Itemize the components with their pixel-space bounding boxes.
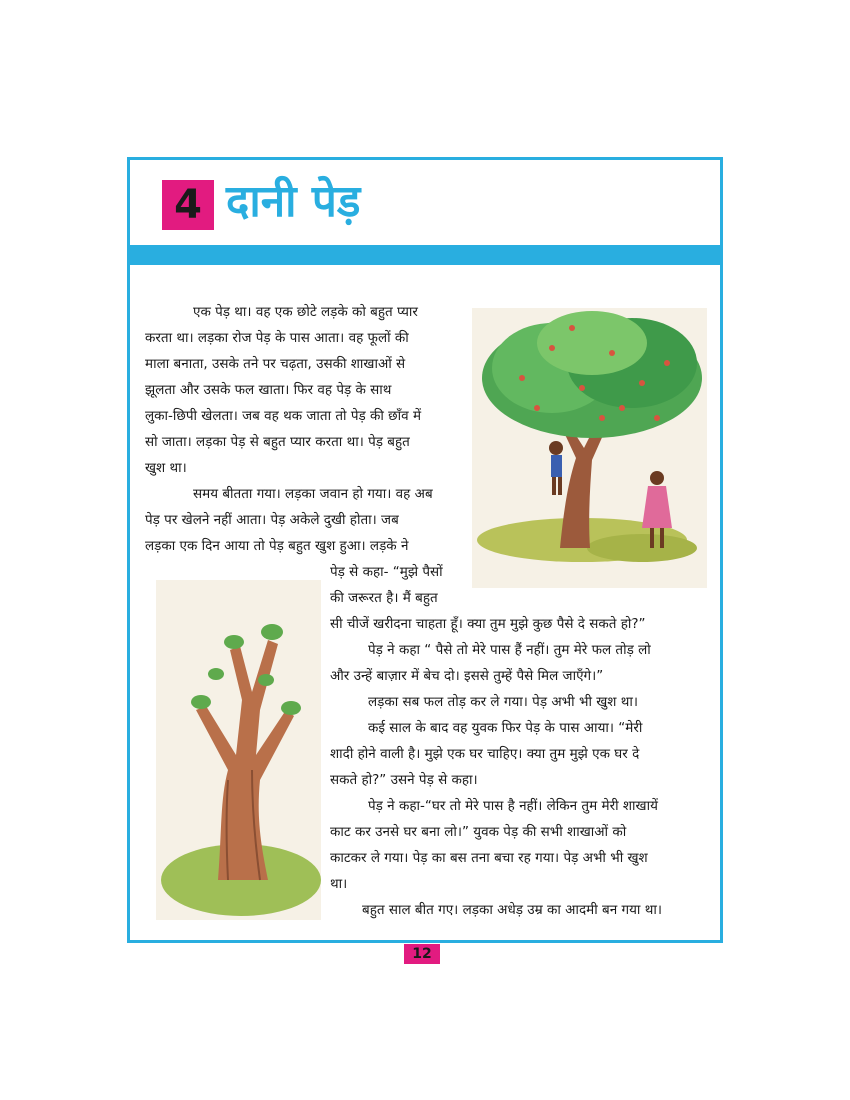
text-line: सकते हो?” उसने पेड़ से कहा। — [330, 772, 478, 788]
text-line: की जरूरत है। मैं बहुत — [330, 590, 438, 606]
text-line: काट कर उनसे घर बना लो।” युवक पेड़ की सभी शाखाओं को — [330, 824, 627, 840]
title-band — [130, 245, 720, 265]
text-line: करता था। लड़का रोज पेड़ के पास आता। वह फूलों की — [145, 330, 409, 346]
text-line: लड़का सब फल तोड़ कर ले गया। पेड़ अभी भी खुश था। — [368, 694, 638, 710]
text-line: कई साल के बाद वह युवक फिर पेड़ के पास आया। “मेरी — [368, 720, 643, 736]
text-line: बहुत साल बीत गए। लड़का अधेड़ उम्र का आदमी बन गया था। — [362, 902, 662, 918]
text-line: था। — [330, 876, 348, 892]
text-line: शादी होने वाली है। मुझे एक घर चाहिए। क्या तुम मुझे एक घर दे — [330, 746, 640, 762]
text-line: लुका-छिपी खेलता। जब वह थक जाता तो पेड़ की छाँव में — [145, 408, 422, 424]
text-line: पेड़ ने कहा-“घर तो मेरे पास है नहीं। लेकिन तुम मेरी शाखायें — [368, 798, 658, 814]
tree-with-children-illustration — [472, 308, 707, 588]
text-line: एक पेड़ था। वह एक छोटे लड़के को बहुत प्यार — [193, 304, 418, 320]
page-number: 12 — [404, 944, 440, 964]
text-line: माला बनाता, उसके तने पर चढ़ता, उसकी शाखाओं से — [145, 356, 406, 372]
bare-tree-illustration — [156, 580, 321, 920]
text-line: काटकर ले गया। पेड़ का बस तना बचा रह गया। पेड़ अभी भी खुश — [330, 850, 648, 866]
text-line: पेड़ से कहा- “मुझे पैसों — [330, 564, 443, 580]
text-line: समय बीतता गया। लड़का जवान हो गया। वह अब — [193, 486, 433, 502]
text-line: लड़का एक दिन आया तो पेड़ बहुत खुश हुआ। लड़के ने — [145, 538, 409, 554]
text-line: खुश था। — [145, 460, 187, 476]
chapter-number: 4 — [162, 180, 214, 230]
text-line: सी चीजें खरीदना चाहता हूँ। क्या तुम मुझे कुछ पैसे दे सकते हो?” — [330, 616, 646, 632]
text-line: पेड़ ने कहा “ पैसे तो मेरे पास हैं नहीं। तुम मेरे फल तोड़ लो — [368, 642, 651, 658]
chapter-title: दानी पेड़ — [226, 176, 361, 227]
text-line: पेड़ पर खेलने नहीं आता। पेड़ अकेले दुखी होता। जब — [145, 512, 399, 528]
text-line: झूलता और उसके फल खाता। फिर वह पेड़ के साथ — [145, 382, 392, 398]
text-line: और उन्हें बाज़ार में बेच दो। इससे तुम्हें पैसे मिल जाएँगे।” — [330, 668, 604, 684]
text-line: सो जाता। लड़का पेड़ से बहुत प्यार करता था। पेड़ बहुत — [145, 434, 410, 450]
